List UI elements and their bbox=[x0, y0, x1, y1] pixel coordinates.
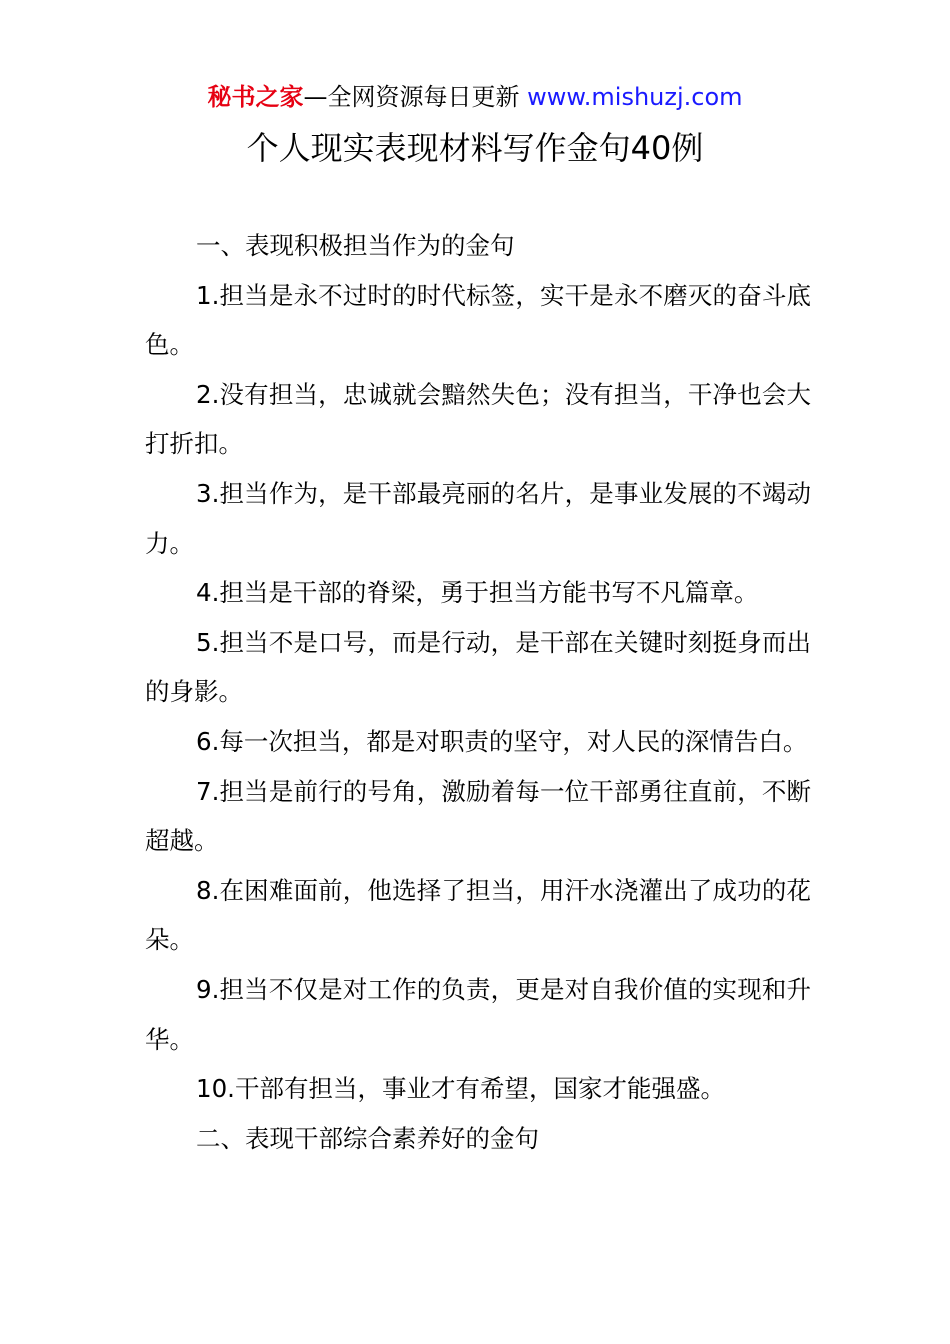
quote-item: 9.担当不仅是对工作的负责，更是对自我价值的实现和升华。 bbox=[145, 974, 811, 1054]
quote-item: 6.每一次担当，都是对职责的坚守，对人民的深情告白。 bbox=[196, 726, 808, 756]
quote-item: 10.干部有担当，事业才有希望，国家才能强盛。 bbox=[196, 1074, 725, 1104]
site-header bbox=[0, 80, 950, 114]
section-heading: 二、表现干部综合素养好的金句 bbox=[196, 1123, 539, 1153]
quote-item: 1.担当是永不过时的时代标签，实干是永不磨灭的奋斗底色。 bbox=[145, 280, 811, 360]
site-url-link[interactable]: www.mishuzj.com bbox=[527, 83, 743, 111]
document-title: 个人现实表现材料写作金句40例 bbox=[246, 129, 704, 167]
quote-item: 8.在困难面前，他选择了担当，用汗水浇灌出了成功的花朵。 bbox=[145, 875, 811, 955]
quote-item: 2.没有担当，忠诚就会黯然失色；没有担当，干净也会大打折扣。 bbox=[145, 379, 811, 459]
quote-item: 4.担当是干部的脊梁，勇于担当方能书写不凡篇章。 bbox=[196, 578, 759, 608]
quote-item: 3.担当作为，是干部最亮丽的名片，是事业发展的不竭动力。 bbox=[145, 478, 811, 558]
quote-item: 7.担当是前行的号角，激励着每一位干部勇往直前，不断超越。 bbox=[145, 776, 811, 856]
document-body bbox=[145, 221, 811, 1163]
site-tagline: —全网资源每日更新 bbox=[303, 83, 520, 111]
site-name: 秘书之家 bbox=[207, 83, 304, 111]
quote-item: 5.担当不是口号，而是行动，是干部在关键时刻挺身而出的身影。 bbox=[145, 627, 811, 707]
section-heading: 一、表现积极担当作为的金句 bbox=[196, 231, 515, 260]
